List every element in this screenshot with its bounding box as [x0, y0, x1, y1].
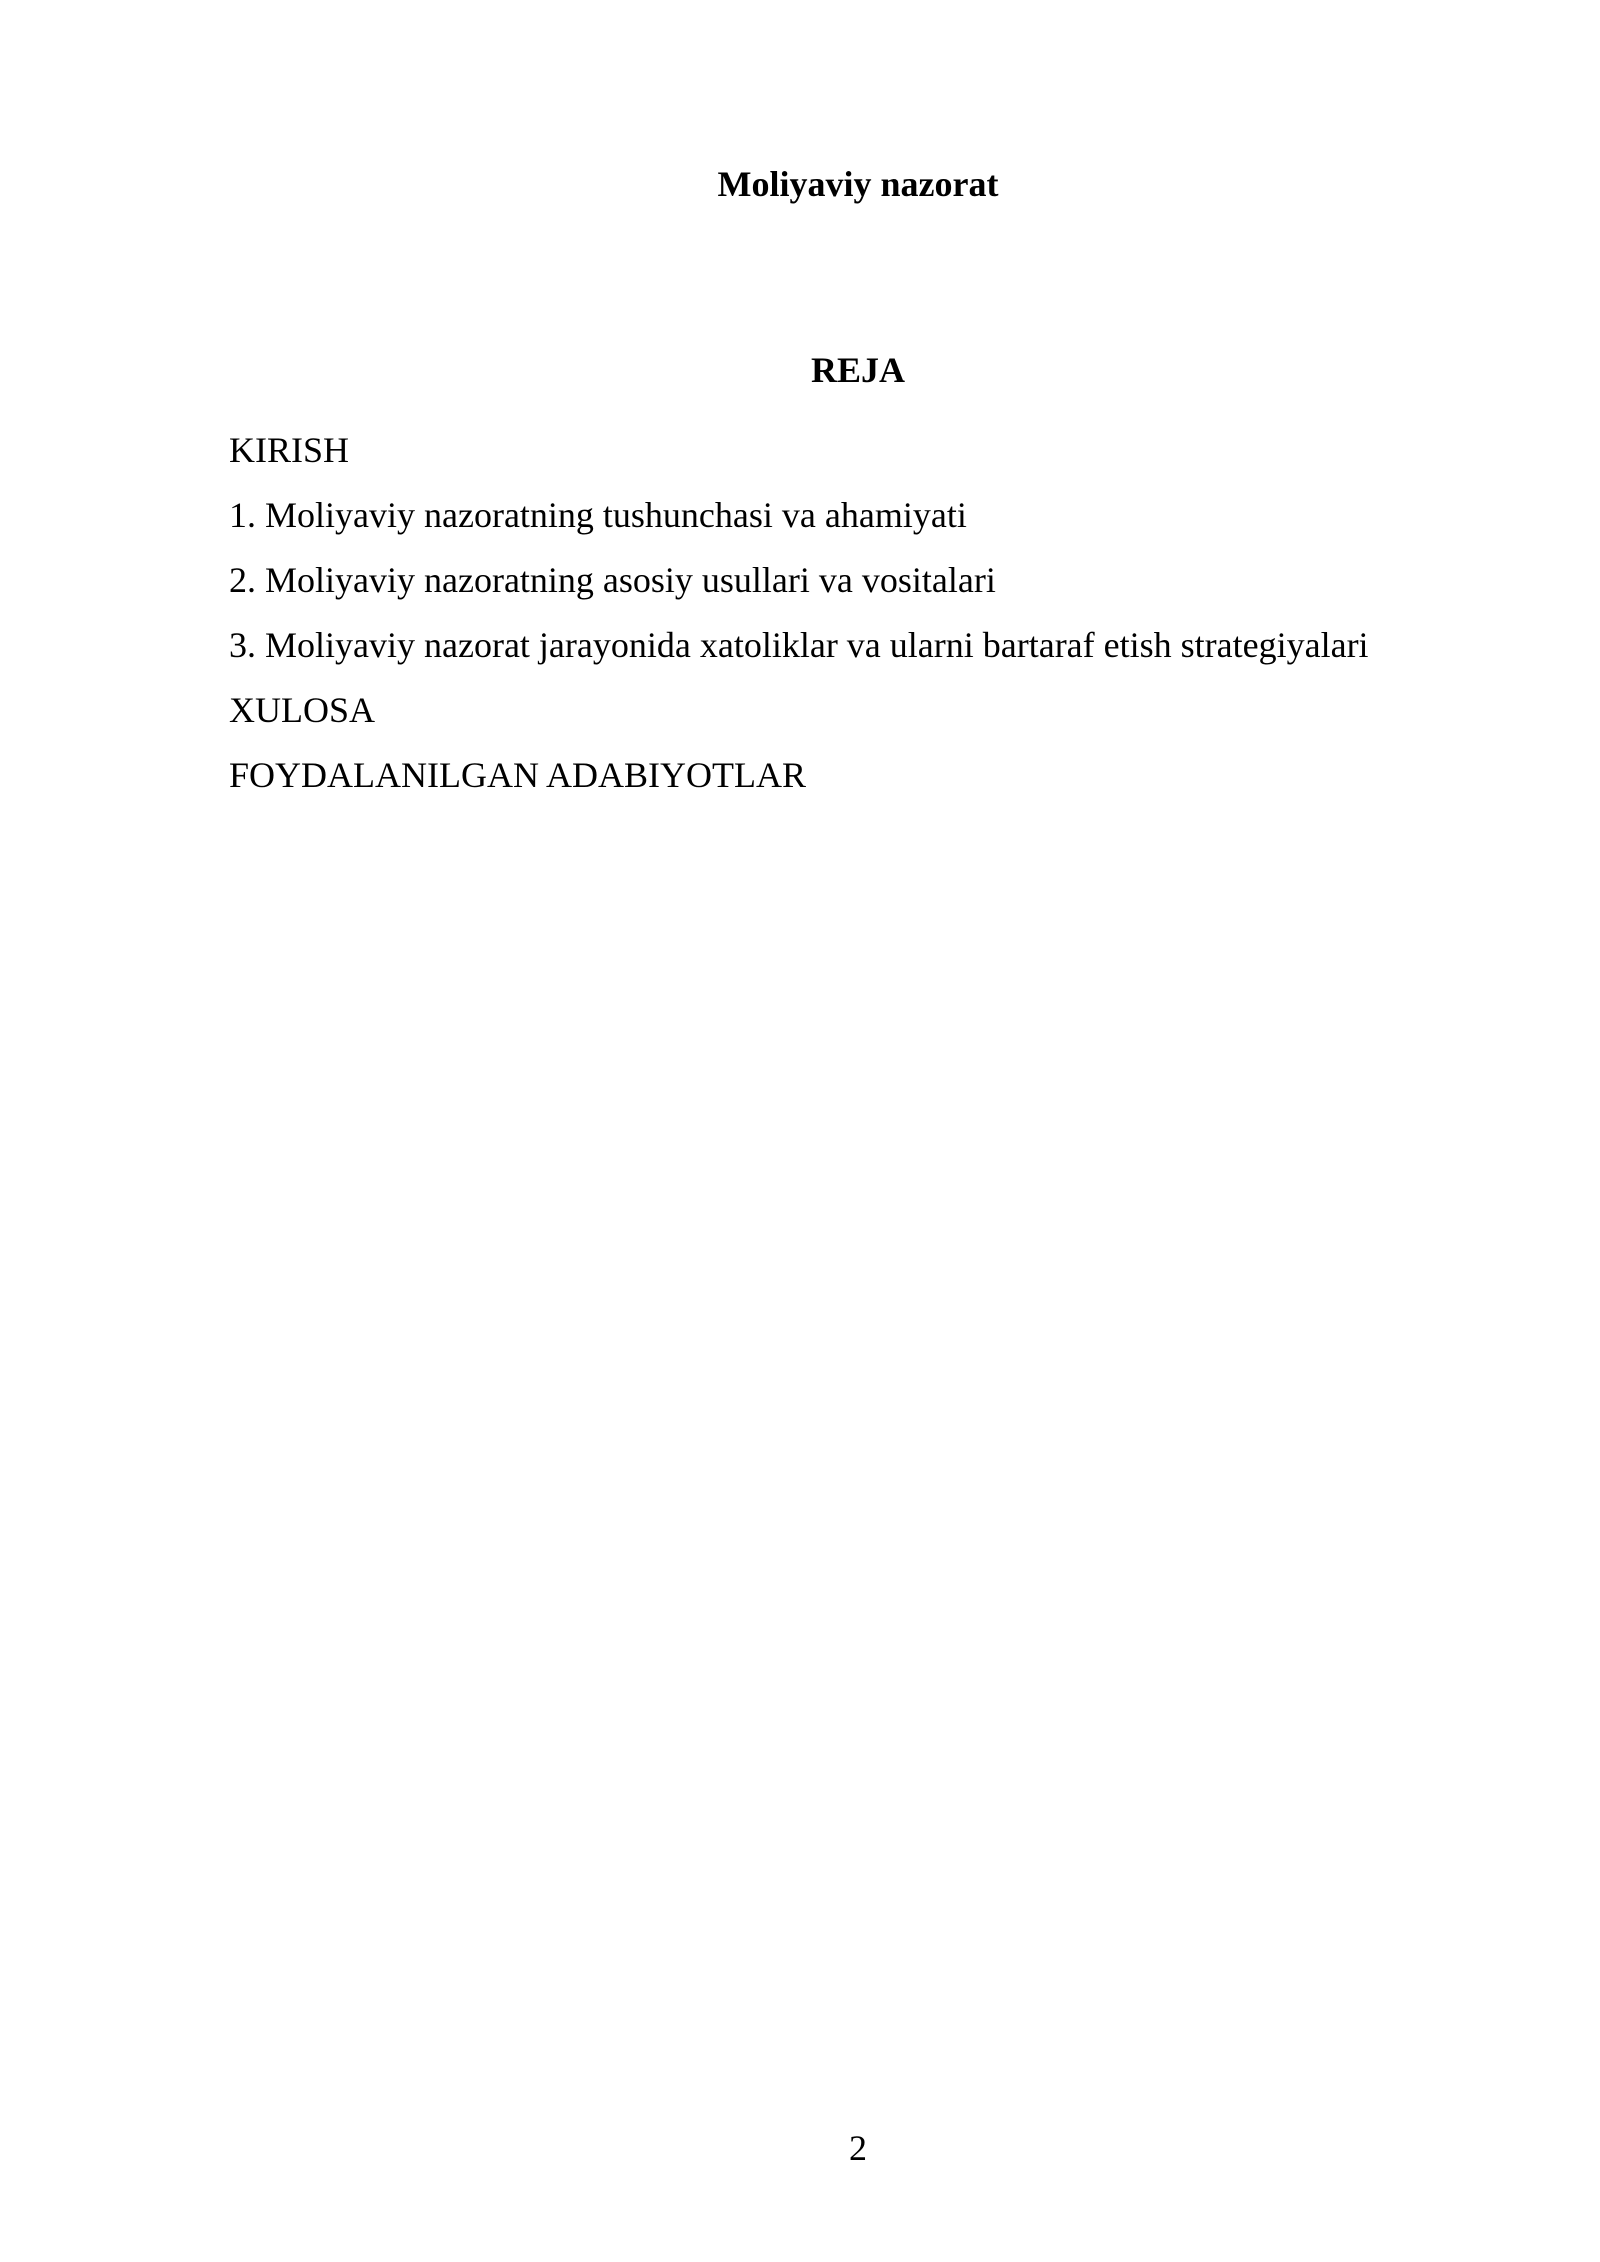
document-title: Moliyaviy nazorat — [717, 164, 999, 204]
plan-item-3: 3. Moliyaviy nazorat jarayonida xatoliklar va ularni bartaraf etish strategiyalari — [229, 625, 1369, 665]
plan-item-1: 1. Moliyaviy nazoratning tushunchasi va ahamiyati — [229, 495, 967, 535]
plan-list — [229, 418, 1369, 808]
plan-item-introduction: KIRISH — [229, 430, 350, 470]
plan-heading: REJA — [810, 350, 905, 390]
plan-item-conclusion: XULOSA — [229, 690, 376, 730]
page-number: 2 — [849, 2128, 867, 2168]
plan-item-references: FOYDALANILGAN ADABIYOTLAR — [229, 755, 806, 795]
plan-item-2: 2. Moliyaviy nazoratning asosiy usullari va vositalari — [229, 560, 996, 600]
